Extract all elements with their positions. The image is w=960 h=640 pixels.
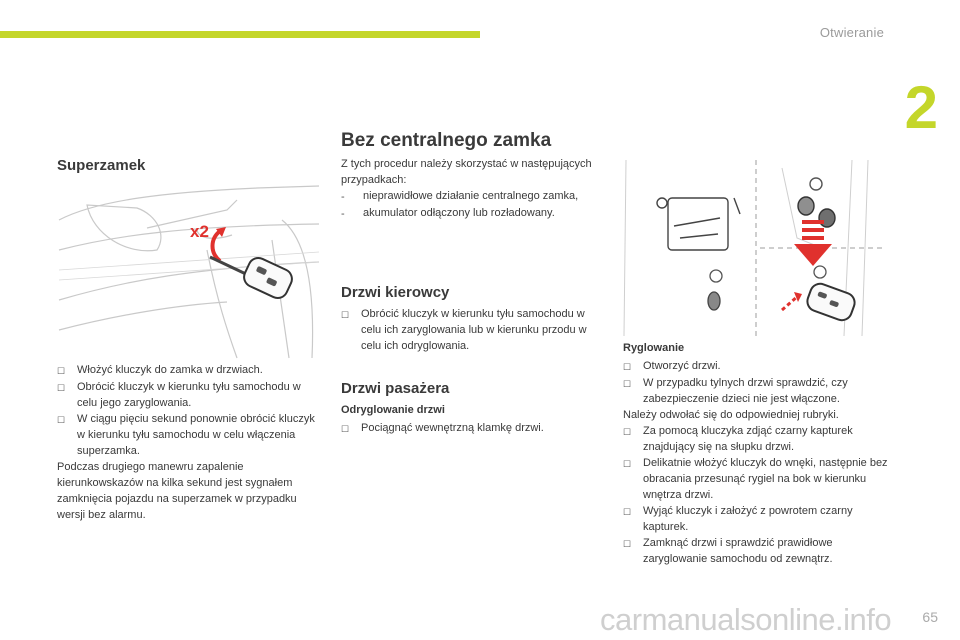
- drzwi-kierowcy-heading: Drzwi kierowcy: [341, 284, 450, 301]
- intro-text: Z tych procedur należy skorzystać w następujących przypadkach:: [341, 158, 592, 186]
- accent-bar: [0, 31, 480, 38]
- x2-label: x2: [190, 222, 209, 241]
- checkbox-bullet-icon: ☐: [623, 507, 632, 517]
- door-lock-illustration: [622, 158, 886, 338]
- checkbox-bullet-icon: ☐: [57, 383, 66, 393]
- ryglowanie-instructions: [623, 358, 893, 567]
- lock-cap-icon: [798, 178, 835, 227]
- page-number: 65: [922, 609, 938, 625]
- list-item: ☐ W przypadku tylnych drzwi sprawdzić, czy zabezpieczenie dzieci nie jest włączone.: [623, 377, 848, 405]
- list-item: ☐ Za pomocą kluczyka zdjąć czarny kapturek znajdujący się na słupku drzwi.: [623, 425, 853, 453]
- watermark-text: carmanualsonline.info: [600, 602, 892, 637]
- checkbox-bullet-icon: ☐: [623, 459, 632, 469]
- drzwi-pasazera-heading: Drzwi pasażera: [341, 380, 450, 397]
- door-latch-icon: [657, 198, 740, 250]
- list-item: - akumulator odłączony lub rozładowany.: [341, 207, 555, 220]
- list-item: ☐ Delikatnie włożyć kluczyk do wnęki, następnie bez obracania przesunąć rygiel na bok w kierunku wnętrza drzwi.: [623, 457, 888, 501]
- child-lock-icon: [708, 270, 722, 310]
- checkbox-bullet-icon: ☐: [623, 427, 632, 437]
- superzamek-note: Podczas drugiego manewru zapalenie kierunkowskazów na kilka sekund jest sygnałem zamknięcia pojazdu na superzamek w przypadku wersji bez alarmu.: [57, 461, 297, 521]
- checkbox-bullet-icon: ☐: [57, 366, 66, 376]
- checkbox-bullet-icon: ☐: [341, 310, 350, 320]
- rotation-arrow-icon: [213, 227, 227, 261]
- list-item: ☐ Wyjąć kluczyk i założyć z powrotem czarny kapturek.: [623, 505, 853, 533]
- checkbox-bullet-icon: ☐: [623, 362, 632, 372]
- list-item: ☐ Otworzyć drzwi.: [623, 358, 893, 375]
- central-lock-conditions: [341, 156, 601, 222]
- section-label: Otwieranie: [819, 25, 884, 40]
- car-key-icon: [210, 255, 295, 302]
- superzamek-instructions: [57, 362, 319, 523]
- chapter-number: 2: [904, 74, 938, 141]
- list-item: ☐ Obrócić kluczyk w kierunku tyłu samochodu w celu ich zaryglowania lub w kierunku przodu w celu ich odryglowania.: [341, 308, 587, 352]
- list-item: ☐ Włożyć kluczyk do zamka w drzwiach.: [57, 362, 319, 379]
- checkbox-bullet-icon: ☐: [623, 379, 632, 389]
- list-item: ☐ Obrócić kluczyk w kierunku tyłu samochodu w celu jego zaryglowania.: [57, 381, 301, 409]
- checkbox-bullet-icon: ☐: [57, 415, 66, 425]
- key-rotation-graphic: [190, 225, 315, 325]
- superzamek-heading: Superzamek: [57, 157, 146, 174]
- list-item: ☐ Zamknąć drzwi i sprawdzić prawidłowe zaryglowanie samochodu od zewnątrz.: [623, 537, 833, 565]
- checkbox-bullet-icon: ☐: [623, 539, 632, 549]
- list-item: - nieprawidłowe działanie centralnego zamka,: [341, 190, 579, 203]
- list-item: ☐ Pociągnąć wewnętrzną klamkę drzwi.: [341, 420, 603, 437]
- reference-note: Należy odwołać się do odpowiedniej rubryki.: [623, 409, 839, 421]
- odryglowanie-subheading: Odryglowanie drzwi: [341, 404, 445, 416]
- passenger-door-instructions: [341, 420, 603, 437]
- bez-centralnego-zamka-heading: Bez centralnego zamka: [341, 130, 552, 151]
- driver-door-instructions: [341, 306, 603, 354]
- checkbox-bullet-icon: ☐: [341, 424, 350, 434]
- ryglowanie-subheading: Ryglowanie: [623, 342, 685, 354]
- list-item: ☐ W ciągu pięciu sekund ponownie obrócić kluczyk w kierunku tyłu samochodu w celu włączenia superzamka.: [57, 413, 315, 457]
